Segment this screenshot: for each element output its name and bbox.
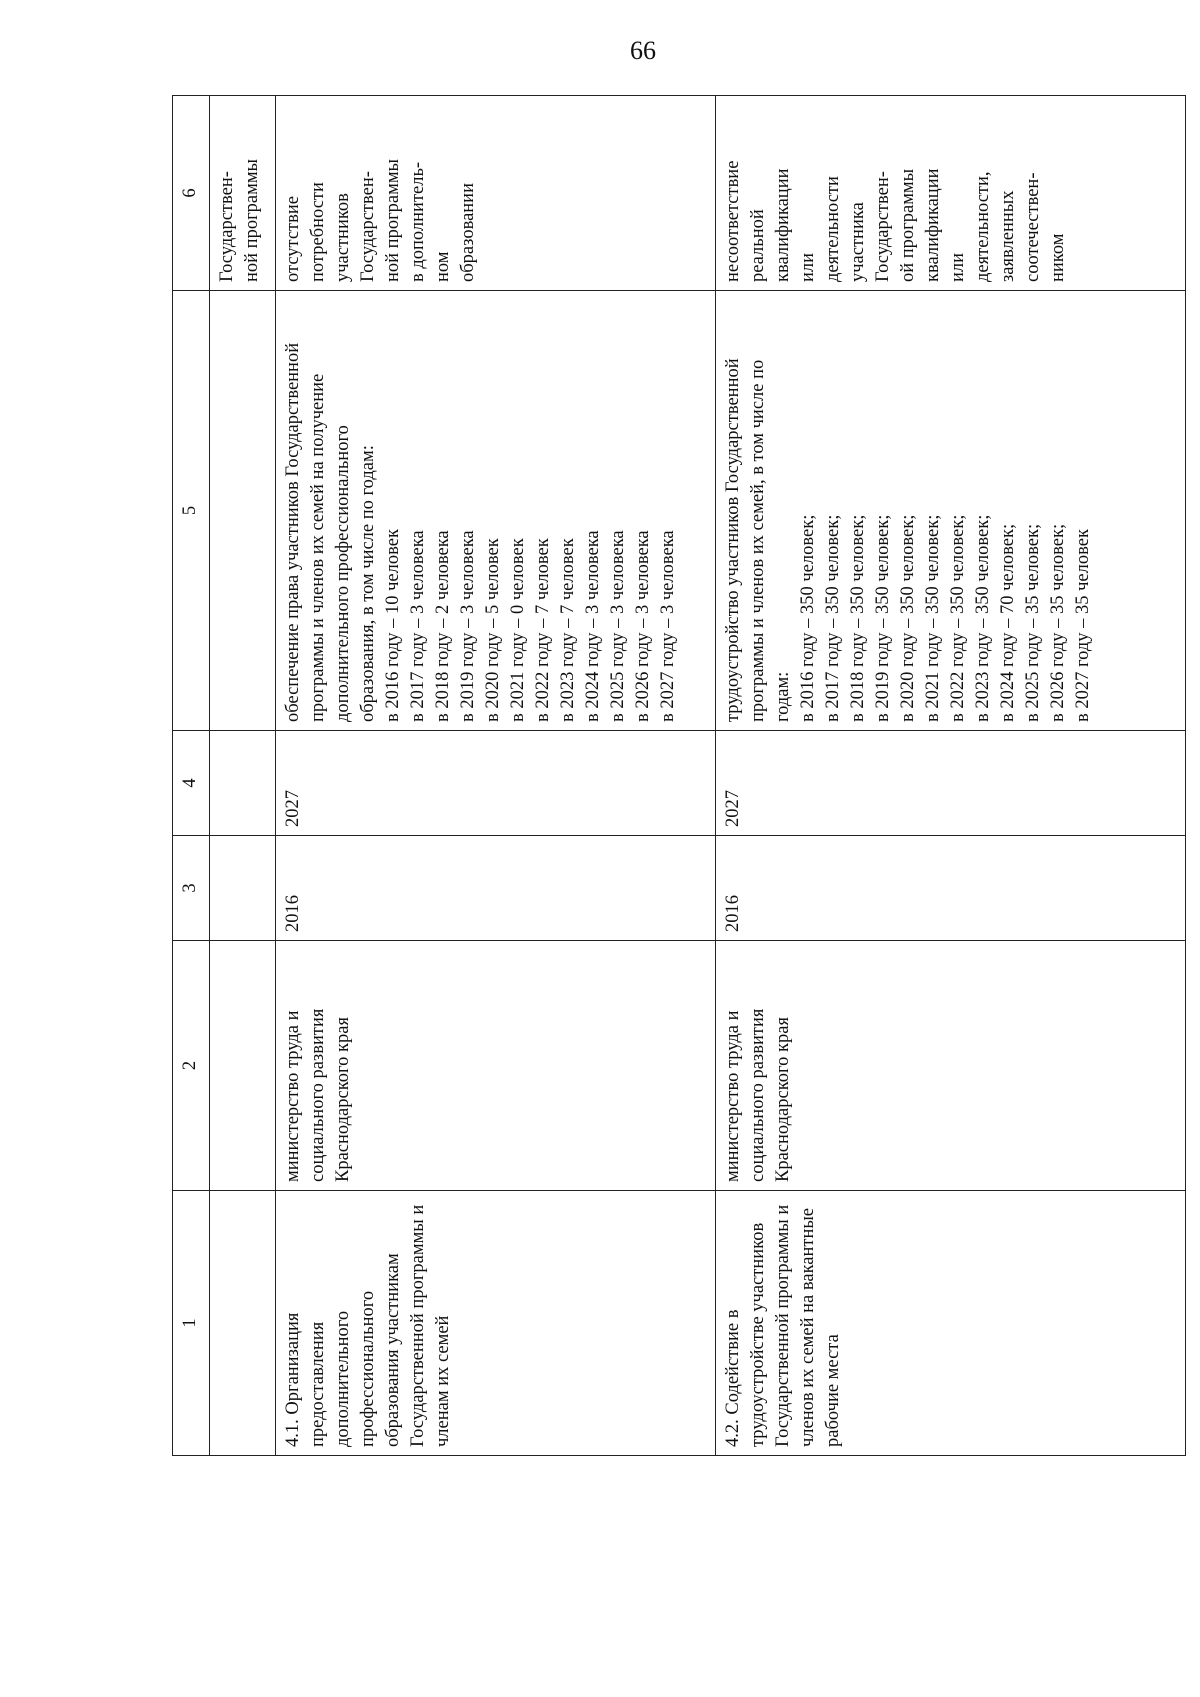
rotated-table-container bbox=[172, 96, 1200, 1456]
header-row bbox=[173, 96, 210, 1456]
result-line: годам: bbox=[773, 671, 793, 722]
executor-cell: министерство труда и социального развития Краснодарского края bbox=[276, 941, 716, 1191]
result-line: в 2025 году – 3 человека bbox=[608, 530, 628, 722]
result-line: в 2023 году – 7 человек bbox=[558, 538, 578, 722]
measure-cell: 4.1. Организация предоставления дополнительного профессионального образования участникам Государственной программы и членам их семей bbox=[276, 1191, 716, 1456]
risk-cell: отсутствие потребности участников Государствен- ной программы в дополнитель- ном образовании bbox=[276, 96, 716, 291]
continuation-col-1 bbox=[210, 1191, 276, 1456]
result-line: в 2024 году – 70 человек; bbox=[998, 523, 1018, 722]
start-year-cell: 2016 bbox=[716, 836, 1186, 941]
program-measures-table bbox=[172, 95, 1186, 1456]
result-line: в 2025 году – 35 человек; bbox=[1023, 523, 1043, 722]
result-line: в 2017 году – 350 человек; bbox=[823, 514, 843, 722]
table-row bbox=[276, 96, 716, 1456]
result-line: в 2026 году – 35 человек; bbox=[1048, 523, 1068, 722]
continuation-col-6: Государствен- ной программы bbox=[210, 96, 276, 291]
page-number: 66 bbox=[630, 36, 656, 65]
result-line: в 2024 году – 3 человека bbox=[583, 530, 603, 722]
result-cell bbox=[716, 291, 1186, 731]
continuation-col-4 bbox=[210, 731, 276, 836]
result-line: в 2022 году – 350 человек; bbox=[948, 514, 968, 722]
result-line: в 2020 году – 350 человек; bbox=[898, 514, 918, 722]
measure-cell: 4.2. Содействие в трудоустройстве участников Государственной программы и членов их семей на вакантные рабочие места bbox=[716, 1191, 1186, 1456]
result-line: в 2019 году – 350 человек; bbox=[873, 514, 893, 722]
continuation-col-3 bbox=[210, 836, 276, 941]
result-line: в 2020 году – 5 человек bbox=[483, 538, 503, 722]
continuation-col-2 bbox=[210, 941, 276, 1191]
header-col-4: 4 bbox=[173, 731, 210, 836]
result-line: в 2018 году – 350 человек; bbox=[848, 514, 868, 722]
result-line: в 2026 году – 3 человека bbox=[633, 530, 653, 722]
result-line: в 2016 году – 10 человек bbox=[383, 529, 403, 722]
result-line: в 2019 году – 3 человека bbox=[458, 530, 478, 722]
result-line: в 2022 году – 7 человек bbox=[533, 538, 553, 722]
result-line: обеспечение права участников Государственной bbox=[283, 342, 303, 722]
start-year-cell: 2016 bbox=[276, 836, 716, 941]
result-line: в 2021 году – 0 человек bbox=[508, 538, 528, 722]
end-year-cell: 2027 bbox=[276, 731, 716, 836]
result-line: в 2027 году – 35 человек bbox=[1073, 529, 1093, 722]
header-col-5: 5 bbox=[173, 291, 210, 731]
executor-cell: министерство труда и социального развития Краснодарского края bbox=[716, 941, 1186, 1191]
result-line: образования, в том числе по годам: bbox=[358, 445, 378, 722]
result-line: программы и членов их семей на получение bbox=[308, 373, 328, 722]
result-line: в 2021 году – 350 человек; bbox=[923, 514, 943, 722]
result-line: дополнительного профессионального bbox=[333, 425, 353, 722]
result-cell bbox=[276, 291, 716, 731]
end-year-cell: 2027 bbox=[716, 731, 1186, 836]
table-row bbox=[716, 96, 1186, 1456]
continuation-col-5 bbox=[210, 291, 276, 731]
result-line: в 2027 году – 3 человека bbox=[658, 530, 678, 722]
result-line: в 2017 году – 3 человека bbox=[408, 530, 428, 722]
result-line: программы и членов их семей, в том числе по bbox=[748, 359, 768, 722]
header-col-1: 1 bbox=[173, 1191, 210, 1456]
result-line: трудоустройство участников Государственной bbox=[723, 358, 743, 722]
result-line: в 2016 году – 350 человек; bbox=[798, 514, 818, 722]
continuation-row bbox=[210, 96, 276, 1456]
result-line: в 2018 году – 2 человека bbox=[433, 530, 453, 722]
risk-cell: несоответствие реальной квалификации или деятельности участника Государствен- ой программы квалификации или деятельности, заявленных соотечествен- ником bbox=[716, 96, 1186, 291]
header-col-2: 2 bbox=[173, 941, 210, 1191]
header-col-3: 3 bbox=[173, 836, 210, 941]
header-col-6: 6 bbox=[173, 96, 210, 291]
result-line: в 2023 году – 350 человек; bbox=[973, 514, 993, 722]
rotated-table-area bbox=[172, 96, 1200, 1456]
